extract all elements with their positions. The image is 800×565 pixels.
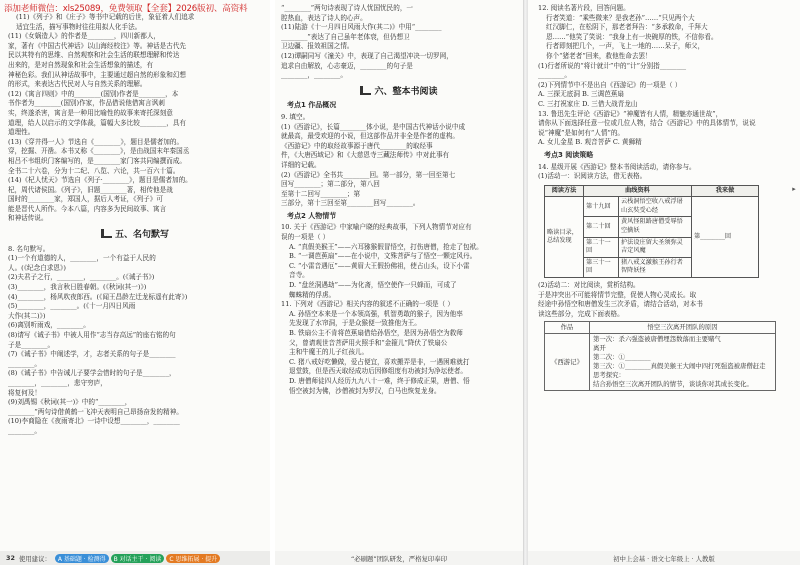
- section-title-quotes: 五、名句默写: [8, 229, 262, 241]
- text-line: 恩……”他笑了笑说：“我身上有一块碗厚的铁，不信你看。: [546, 32, 718, 41]
- table-header: 阅读方法: [545, 185, 584, 197]
- reasons-table: [544, 321, 776, 391]
- watermark-text: 添加老师微信：xls25089，免费领取【全套】2026版初、高资料: [4, 4, 248, 14]
- middle-top-lines: [281, 4, 517, 81]
- text-line: 神秘色彩。我们从神话故事中，主要通过超自然的形象和幻想: [8, 70, 187, 79]
- text-line: (14)《杞人忧天》节选自《列子·________》，题目是儒者加的。: [8, 176, 192, 185]
- text-line: 全书二十六卷，分为十二纪、八览、六论，共一百六十篇。: [8, 166, 180, 175]
- text-line: (3)________，我言秋日胜春朝。(《秋词(其一)》): [8, 283, 147, 292]
- text-line: 悟空被封为佛，沙僧被封为罗汉，白马也恢复龙身。: [289, 386, 441, 395]
- footer-step-3: C 思维拓展 · 提升: [166, 554, 220, 563]
- text-line: 思考探究：: [593, 371, 625, 380]
- text-line: ________，________。: [281, 71, 347, 80]
- text-line: 8. 名句默写。: [8, 244, 50, 253]
- text-line: 第二次：①________: [593, 353, 651, 362]
- text-line: 人。(《纪念白求恩》): [8, 263, 66, 272]
- text-line: 你个“猪老者”回来，救他性命去罢！: [546, 51, 652, 60]
- right-page: [528, 0, 800, 565]
- text-line: 11. 下列对《西游记》相关内容的叙述不正确的一项是（ ）: [281, 300, 454, 309]
- text-line: 读这些部分，完成下面表格。: [538, 309, 624, 318]
- chapter-cell: 第三十一回: [584, 257, 619, 277]
- footer-text: “必刷题”团队研发，严格复印奉印: [350, 554, 448, 563]
- table-header: 作品: [545, 322, 590, 333]
- text-line: (2)夫君子之行，________，________。(《诫子书》): [8, 273, 155, 282]
- text-line: 适宜生活，描写事物时往往用拟人化手法。: [16, 22, 142, 31]
- text-line: 退堂鼓，但是西天取经成功后因修组度有功被封为净坛使者。: [289, 367, 468, 376]
- left-content: [2, 13, 266, 437]
- reasons-cell: [590, 334, 775, 390]
- left-top-lines: [8, 13, 262, 32]
- text-line: 件，《大唐西域记》和《大慈恩寺三藏法师传》中对此事有: [281, 151, 450, 160]
- text-line: ________，________，悲守穷庐，: [8, 378, 107, 387]
- text-line: 的形式，来表达古代民对人与自然关系的理解。: [8, 80, 147, 89]
- text-line: (11)《列子》和《庄子》等书中记载的后世，象征着人们追求: [16, 13, 195, 21]
- text-line: (1)一个有道德的人，________，一个有益于人民的: [8, 254, 156, 263]
- page-number: 32: [6, 554, 15, 562]
- text-line: C. 三打祝家庄 D. 三借大战青龙山: [538, 99, 638, 108]
- text-line: 经途中孙悟空和唐僧发生三次矛盾，请结合活动，对本书: [538, 300, 703, 309]
- text-line: 腔热血，表达了诗人的心声。: [281, 13, 367, 22]
- question-9: [281, 113, 517, 209]
- chapter-cell: 第二十一回: [584, 237, 619, 257]
- text-line: 道理，给人以启示的文学体裁，篇幅大多比较________，具有: [8, 118, 187, 127]
- text-line: (1)《西游记》，长篇________体小说，是中国古代神话小说中成: [281, 122, 466, 131]
- text-line: C. “小雷音遇厄”——黄眉大王假扮佛祖，使占山头，设下小雷: [289, 261, 470, 270]
- middle-page: [275, 0, 523, 565]
- desc-cell: 云栈洞悟空收八戒浮屠山玄奘受心经: [619, 197, 692, 217]
- text-line: 先发现了水帘洞，于是众猴便一致推他为王。: [289, 319, 421, 328]
- reading-method-table: [544, 185, 759, 278]
- text-line: 能是晋代人所作。今本八篇，内容多为民间故事、寓言: [8, 204, 167, 213]
- text-line: ________。: [8, 359, 41, 368]
- text-line: 红汉脚仁，在松阴下，那老者拜告：“多承救命，千拜大: [546, 23, 708, 32]
- text-line: 书作者为________(国别)作家，作品借说他借寓言讽刺: [8, 99, 165, 108]
- text-line: ________。: [8, 426, 41, 435]
- text-line: 杞，周代诸侯国。《列子》，旧题________著，相传他是战: [8, 185, 173, 194]
- question-12-subquestions: [538, 62, 782, 110]
- text-line: (8)请写《诫子书》中被人用作“志当存高远”的座右铭的句: [8, 331, 176, 339]
- middle-content: [275, 4, 521, 396]
- text-line: 第三次：①________真假美猴王大闹中四打死强盗被唐僧赶走: [593, 362, 766, 371]
- question-12-passage: [538, 14, 782, 62]
- text-line: 相吕不韦组织门客编写的，是________家门客共同编撰而成。: [8, 156, 187, 165]
- desc-cell: 猪八戒义激猴王孙行者智降妖怪: [619, 257, 692, 277]
- text-line: 说“神魔”是如何有“人情”的。: [538, 128, 625, 137]
- question-12-head: 12. 阅读名著片段，回答问题。: [538, 4, 630, 12]
- right-content: [532, 4, 786, 393]
- text-line: 回写________；第二部分，第八回: [281, 180, 380, 189]
- text-line: 10. 关于《西游记》中家喻户晓的经典故事，下列人物情节对应有: [281, 223, 472, 232]
- text-line: (7)《诫子书》中阐述学，才，志者关系的句子是________: [8, 350, 176, 359]
- text-line: 行者笑道：“乘些微来？是我老孙”……“只见两个大: [546, 13, 695, 22]
- text-line: 和神话传说。: [8, 214, 48, 223]
- text-line: 音寺。: [289, 271, 309, 280]
- kp3-title: 考点3 阅读策略: [544, 150, 594, 159]
- text-line: 道理性。: [8, 128, 35, 137]
- text-line: 请你从下面选择任意一位或几位人物，结合《西游记》中的具体情节，说说: [538, 119, 756, 128]
- question-14-head: [538, 163, 782, 182]
- text-line: (12)《寓言四则》中的________(国别)作者是________，本: [8, 89, 179, 98]
- text-line: D. 唐僧师徒四人经历九九八十一难，终于修成正果，唐僧、悟: [289, 376, 470, 385]
- text-line: (11)《女娲造人》的作者是________，四川新都人，: [8, 32, 161, 41]
- text-line: 穿，挖掘、开凿。本书又称《________》，是由战国末年秦国丞: [8, 147, 190, 156]
- text-line: (1)行者所说的“将计就计”中的“计”分别指________: [538, 61, 687, 70]
- method-cell: 略读目录，总结发现: [545, 197, 584, 278]
- text-line: 《西游记》中的取经故事源于唐代________的取经事: [281, 141, 433, 150]
- text-line: D. “盘丝洞遇劫”——为化斋，悟空使作一只蜂而，可成了: [289, 281, 457, 290]
- table-row: [545, 197, 759, 217]
- desc-cell: 黄风怪阻路唐僧受辱悟空擒妖: [619, 217, 692, 237]
- text-line: (2)《西游记》全书共________回。第一部分，第一回至第七: [281, 170, 456, 179]
- text-line: 14. 星级开展《西游记》整本书阅读活动，请你参与。: [538, 162, 696, 171]
- text-line: ________。: [538, 71, 571, 80]
- text-line: (13)《穿井得一人》节选自《________》，题目是儒者加的。: [8, 137, 184, 146]
- question-14-activity-2: [538, 281, 782, 319]
- question-13: [538, 110, 782, 148]
- text-line: (2)下列情节中不是出自《西游记》的一项是（ ）: [538, 80, 682, 89]
- text-line: (2)活动二：对比阅读，赏析结构。: [538, 281, 640, 290]
- text-line: (1)活动一：识阅读方法，借无表格。: [538, 172, 647, 181]
- work-cell: 《西游记》: [545, 334, 590, 390]
- footer-step-2: B 对话主干 · 阅读: [111, 554, 165, 563]
- text-line: 13. 鲁迅先生评论《西游记》“神魔皆有人情，精魅亦通世故”，: [538, 109, 723, 118]
- text-line: 于是冲突出不可能将情节完整，促使人物心灵成长。取: [538, 290, 697, 299]
- text-line: B. 铁扇公主不肯将芭蕉扇借给孙悟空，是因为孙悟空为救师: [289, 329, 463, 337]
- section-mark-icon: [360, 86, 371, 95]
- left-footer: [0, 551, 270, 565]
- right-footer: [528, 551, 800, 565]
- answer-text: 第________回: [694, 232, 732, 240]
- text-line: 第一次：杀六强盗被唐僧埋怨数落而主要赌气: [593, 335, 721, 344]
- text-line: A. 女儿金星 B. 观音菩萨 C. 黄狮精: [538, 138, 642, 147]
- text-line: 实，终遂杀害，寓言是一种用比喻性的故事来寄托深刻意: [8, 108, 173, 117]
- text-line: 子是________。: [8, 340, 55, 349]
- chapter-cell: 第十九回: [584, 197, 619, 217]
- left-literary-items: [8, 32, 262, 224]
- footer-step-1: A 基础题 · 检测得: [55, 554, 109, 563]
- middle-footer: [275, 551, 523, 565]
- side-tab-mark: ▸: [790, 185, 798, 193]
- answer-cell: [692, 197, 759, 278]
- footer-label: 使用建议：: [18, 554, 51, 563]
- text-line: 结合孙悟空三次离开团队的情节，谈谈你对其成长变化。: [593, 380, 753, 389]
- text-line: “________”两句诗表现了诗人忧国忧民的，一: [281, 4, 414, 12]
- left-quote-items: [8, 245, 262, 437]
- text-line: (12)谭嗣同写《潼关》中，表现了自己渴望冲决一切罗网，: [281, 51, 453, 60]
- question-11: [281, 300, 517, 396]
- table-row: [545, 334, 775, 390]
- text-line: 详细的记载。: [281, 160, 321, 169]
- text-line: 蜘蛛精的俘虏。: [289, 290, 336, 299]
- text-line: 家，著有《中国古代神话》以山海经校注》等。神话是古代先: [8, 41, 187, 50]
- text-line: 大作(其二)》): [8, 311, 46, 320]
- text-line: 将复何及！: [8, 388, 41, 397]
- text-line: 误的一项是（ ）: [281, 233, 330, 242]
- section-mark-icon: [101, 229, 112, 238]
- question-10: [281, 223, 517, 300]
- text-line: 国时的________家，郑国人，据后人考证，《列子》可: [8, 195, 163, 204]
- chapter-cell: 第二十回: [584, 217, 619, 237]
- desc-cell: 护法设庄留大圣须弥灵吉定风魔: [619, 237, 692, 257]
- text-line: 追求自由解放，心志豪迈，________的句子是: [281, 61, 413, 70]
- text-line: 主和牛魔王的儿子红孩儿。: [289, 348, 369, 357]
- table-header-row: [545, 185, 759, 197]
- text-line: (8)《诫子书》中告诫儿子要学会惜时的句子是________，: [8, 369, 176, 378]
- text-line: 行者即刻把几个，一声，飞上一地的……呆子，师父，: [546, 42, 705, 51]
- text-line: B. “一调芭蕉扇”——在小说中，文殊菩萨与了悟空一颗定风丹。: [289, 252, 477, 261]
- text-line: 9. 填空。: [281, 112, 310, 121]
- table-header-row: [545, 322, 775, 334]
- text-line: ________”表达了自己虽年老体衰，但仍想卫: [281, 32, 410, 41]
- table-header: 我来做: [692, 185, 759, 197]
- text-line: 民以其特有的思维、自然观察和社会生活的联想理解和传达: [8, 51, 180, 60]
- text-line: ________”两句诗借黄鹤一飞冲天表明自己昂扬奋发的精神。: [8, 407, 183, 416]
- text-line: (5)________，________。(《十一月四日风雨: [8, 302, 136, 311]
- text-line: (9)刘禹锡《秋词(其一)》中的“________，: [8, 398, 132, 407]
- text-line: 离开: [593, 344, 606, 353]
- text-line: (11)陆游《十一月四日风雨大作(其二)》中用“________: [281, 23, 442, 32]
- text-line: 至第十二回写________；第: [281, 189, 361, 198]
- table-header: 曲线资料: [584, 185, 692, 197]
- text-line: 出来的，是对自然现象和社会生活想象的描述，有: [8, 60, 154, 69]
- text-line: C. 猪八戒好吃懒做，爱占便宜，喜欢搬弄是非，一遇困难就打: [289, 357, 470, 366]
- section-title-reading: 六、整本书阅读: [281, 86, 517, 98]
- text-line: A. 三探无底洞 B. 三调芭蕉扇: [538, 90, 625, 99]
- text-line: A. 孙悟空本来是一个本领高强，机智勇敢的猴子，因为他率: [289, 309, 463, 318]
- text-line: 就最高，最受欢迎的小说，但这部作品并非全是作者的虚构。: [281, 132, 460, 141]
- text-line: (6)离别听雨戏，________。: [8, 321, 90, 330]
- kp2-title: 考点2 人物情节: [287, 211, 337, 220]
- text-line: 卫边疆、报效祖国之情。: [281, 42, 354, 51]
- text-line: (4)________，杨风吹夜郎西。(《闻王昌龄左迁龙标遥有此寄》): [8, 292, 188, 301]
- text-line: 父，曾请观世音菩萨用火照手和“金箍儿”降伏了铁扇公: [289, 338, 448, 347]
- footer-text: 初中上会基 · 语文七年级上 · 人教版: [613, 554, 715, 563]
- text-line: 三部分，第十三回至第________回写________。: [281, 199, 420, 208]
- left-page: [0, 0, 270, 565]
- table-header: 悟空三次离开团队的原因: [647, 323, 718, 332]
- kp1-title: 考点1 作品概况: [287, 101, 337, 110]
- text-line: (10)李商隐在《夜雨寄北》一诗中设想________，________: [8, 417, 180, 426]
- text-line: A. “真假美猴王”——六耳猕猴假冒悟空，打伤唐僧，抢走了包袱。: [289, 242, 483, 251]
